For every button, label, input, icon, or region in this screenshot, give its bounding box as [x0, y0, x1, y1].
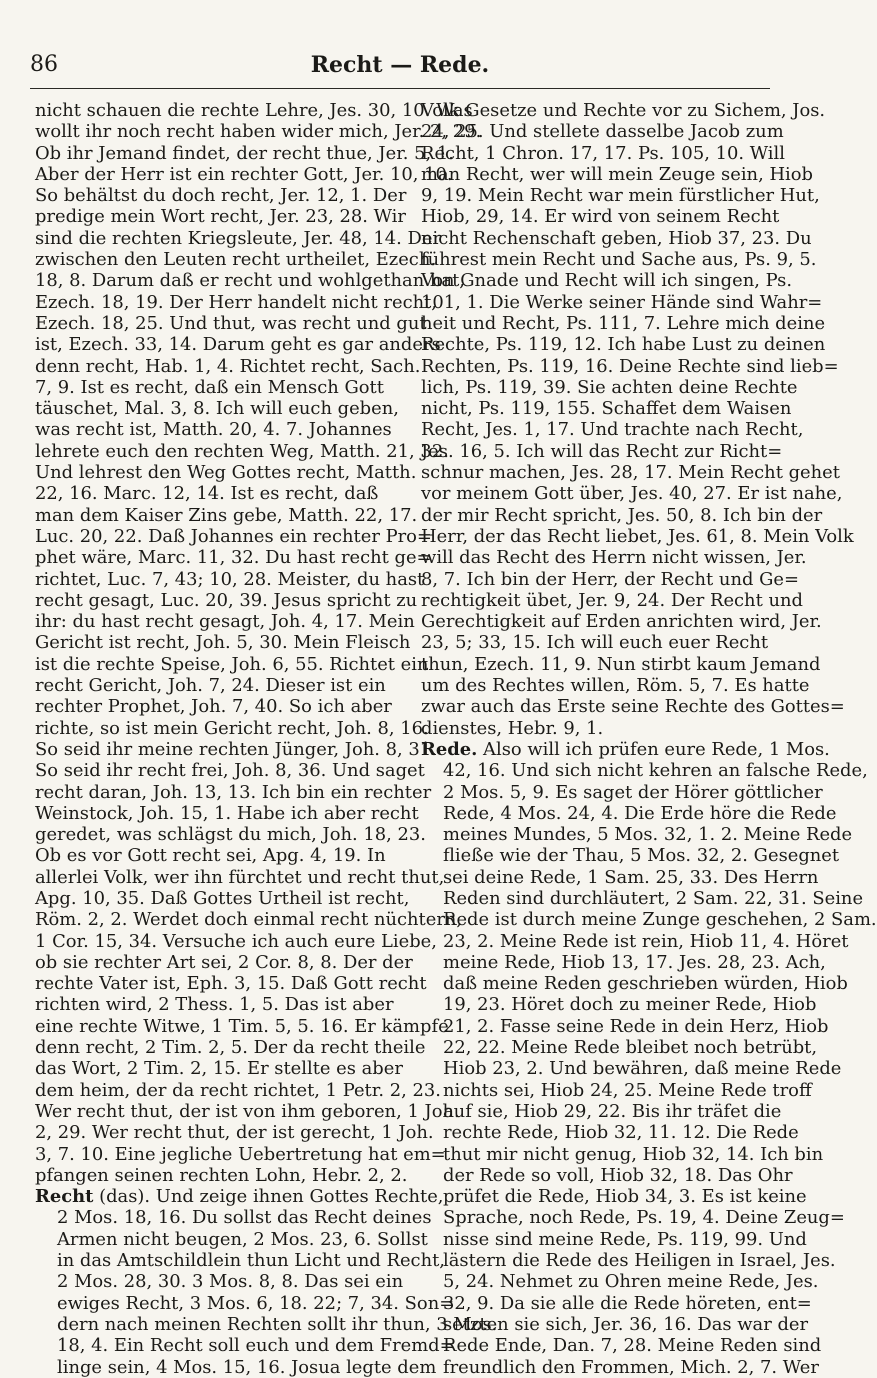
line-text: recht Gericht, Joh. 7, 24. Dieser ist ein	[35, 675, 386, 697]
text-line	[35, 1356, 437, 1378]
text-line	[35, 973, 427, 995]
text-line	[421, 589, 803, 611]
text-line	[35, 824, 426, 846]
line-text: 101, 1. Die Werke seiner Hände sind Wahr=	[421, 291, 823, 313]
line-text: allerlei Volk, wer ihn fürchtet und recht thut,	[35, 866, 445, 888]
line-text: nichts sei, Hiob 24, 25. Meine Rede troff	[443, 1079, 812, 1101]
line-text: dern nach meinen Rechten sollt ihr thun, 3 Mos.	[57, 1313, 498, 1335]
text-line	[35, 611, 415, 633]
line-text: Ob es vor Gott recht sei, Apg. 4, 19. In	[35, 845, 386, 867]
line-text: 2, 29. Wer recht thut, der ist gerecht, 1 Joh.	[35, 1122, 434, 1144]
text-line	[35, 419, 395, 440]
text-line	[35, 1015, 449, 1037]
line-text: nisse sind meine Rede, Ps. 119, 99. Und	[443, 1228, 807, 1250]
text-line	[421, 121, 784, 143]
line-text: So seid ihr recht frei, Joh. 8, 36. Und saget	[35, 760, 425, 782]
text-line	[421, 760, 868, 782]
line-text: auf sie, Hiob 29, 22. Bis ihr träfet die	[443, 1100, 782, 1122]
text-line	[35, 781, 432, 803]
text-line	[35, 1207, 432, 1229]
line-text: linge sein, 4 Mos. 15, 16. Josua legte dem	[57, 1356, 437, 1378]
text-line	[35, 398, 399, 420]
line-text: will das Recht des Herrn nicht wissen, Jer.	[421, 547, 807, 569]
text-line	[421, 632, 781, 653]
line-text: lästern die Rede des Heiligen in Israel, Jes.	[443, 1250, 836, 1272]
text-line	[421, 185, 820, 207]
text-line	[421, 441, 781, 462]
line-text: ob sie rechter Art sei, 2 Cor. 8, 8. Der der	[35, 951, 413, 973]
text-line	[421, 1164, 793, 1186]
text-line	[421, 1122, 799, 1144]
text-line	[35, 1037, 426, 1059]
text-line	[35, 355, 421, 377]
text-line	[35, 1250, 445, 1272]
text-line	[421, 1228, 807, 1250]
page-header	[30, 52, 770, 82]
line-text: prüfet die Rede, Hiob 34, 3. Es ist keine	[443, 1186, 807, 1208]
text-line	[421, 866, 819, 888]
entry-headword: Recht	[35, 1186, 94, 1208]
line-text: 18, 4. Ein Recht soll euch und dem Fremd=	[57, 1335, 455, 1357]
text-line	[421, 1207, 845, 1229]
line-text: 22, 22. Meine Rede bleibet noch betrübt,	[443, 1037, 818, 1059]
text-line	[421, 1015, 829, 1037]
text-line	[421, 1037, 818, 1059]
line-text: ist die rechte Speise, Joh. 6, 55. Richtet ein	[35, 653, 429, 675]
line-text: phet wäre, Marc. 11, 32. Du hast recht ge=	[35, 547, 432, 569]
line-text: ihr: du hast recht gesagt, Joh. 4, 17. Mein	[35, 611, 415, 633]
line-text: 24, 25. Und stellete dasselbe Jacob zum	[421, 121, 784, 143]
text-line	[35, 504, 418, 526]
line-text: thun, Ezech. 11, 9. Nun stirbt kaum Jemand	[421, 653, 821, 675]
text-line	[35, 525, 432, 547]
text-line	[421, 1058, 842, 1080]
line-text: Wer recht thut, der ist von ihm geboren, 1 Joh.	[35, 1100, 460, 1122]
text-line	[421, 334, 826, 356]
text-line	[421, 653, 821, 675]
text-line	[421, 1292, 812, 1314]
line-text: zwar auch das Erste seine Rechte des Gottes=	[421, 696, 845, 718]
line-text: Also will ich prüfen eure Rede, 1 Mos.	[477, 738, 830, 760]
text-line	[421, 696, 845, 718]
line-text: 8, 7. Ich bin der Herr, der Recht und Ge=	[421, 568, 799, 590]
text-line	[35, 483, 395, 504]
line-text: Ezech. 18, 19. Der Herr handelt nicht recht,	[35, 291, 437, 313]
right-column	[421, 100, 877, 1378]
line-text: So seid ihr meine rechten Jünger, Joh. 8, 31.	[35, 738, 437, 760]
text-line	[35, 312, 427, 334]
text-line	[35, 440, 449, 462]
text-line	[421, 419, 804, 441]
text-line	[35, 632, 411, 654]
text-line	[421, 504, 823, 526]
text-line	[421, 802, 837, 824]
text-line	[421, 930, 849, 952]
text-line	[35, 206, 406, 228]
line-text: daß meine Reden geschrieben würden, Hiob	[443, 973, 848, 995]
line-text: richtet, Luc. 7, 43; 10, 28. Meister, du hast	[35, 568, 425, 590]
line-text: 2 Mos. 18, 16. Du sollst das Recht deines	[57, 1207, 432, 1229]
line-text: lich, Ps. 119, 39. Sie achten deine Rechte	[421, 376, 798, 398]
line-text: heit und Recht, Ps. 111, 7. Lehre mich deine	[421, 312, 826, 334]
text-line	[35, 1100, 460, 1122]
text-line	[35, 866, 445, 888]
line-text: schnur machen, Jes. 28, 17. Mein Recht gehet	[421, 462, 840, 484]
line-text: 7, 9. Ist es recht, daß ein Mensch Gott	[35, 376, 384, 398]
text-line	[421, 1313, 809, 1335]
line-text: rechter Prophet, Joh. 7, 40. So ich aber	[35, 696, 392, 718]
text-line	[421, 1335, 822, 1357]
line-text: eine rechte Witwe, 1 Tim. 5, 5. 16. Er kämpfe	[35, 1015, 449, 1037]
text-line	[35, 377, 395, 398]
line-text: Aber der Herr ist ein rechter Gott, Jer. 10, 10.	[35, 163, 453, 185]
running-title: Recht — Rede.	[310, 52, 490, 78]
text-line	[35, 1292, 455, 1314]
text-line	[421, 483, 843, 505]
text-line	[35, 547, 432, 569]
text-line	[35, 163, 453, 185]
text-line	[421, 525, 854, 547]
line-text: freundlich den Frommen, Mich. 2, 7. Wer	[443, 1356, 819, 1378]
line-text: der mir Recht spricht, Jes. 50, 8. Ich bin der	[421, 504, 823, 526]
line-text: denn recht, Hab. 1, 4. Richtet recht, Sach.	[35, 355, 421, 377]
line-text: Apg. 10, 35. Daß Gottes Urtheil ist recht,	[35, 887, 410, 909]
text-line	[421, 355, 839, 377]
text-line	[35, 994, 395, 1015]
line-text: Recht, 1 Chron. 17, 17. Ps. 105, 10. Will	[421, 142, 785, 164]
left-column	[35, 100, 498, 1378]
line-text: Jes. 16, 5. Ich will das Recht zur Richt=	[421, 440, 783, 462]
entry-headword: Rede.	[421, 738, 478, 760]
text-line	[421, 824, 853, 846]
text-line	[421, 1186, 807, 1208]
text-line	[421, 249, 817, 271]
text-line	[421, 951, 826, 973]
text-line	[421, 973, 848, 995]
line-text: Hiob, 29, 14. Er wird von seinem Recht	[421, 206, 780, 228]
text-line	[35, 675, 395, 696]
line-text: Gerechtigkeit auf Erden anrichten wird, Jer.	[421, 611, 822, 633]
line-text: vor meinem Gott über, Jes. 40, 27. Er ist nahe,	[421, 483, 843, 505]
line-text: denn recht, 2 Tim. 2, 5. Der da recht theile	[35, 1037, 426, 1059]
text-line	[35, 1164, 408, 1186]
text-line	[421, 611, 822, 633]
text-line	[35, 696, 395, 717]
line-text: täuschet, Mal. 3, 8. Ich will euch geben,	[35, 398, 399, 420]
line-text: 2 Mos. 5, 9. Es saget der Hörer göttlicher	[443, 781, 823, 803]
line-text: Rede, 4 Mos. 24, 4. Die Erde höre die Rede	[443, 802, 837, 824]
text-line	[35, 270, 465, 292]
line-text: 42, 16. Und sich nicht kehren an falsche Rede,	[443, 760, 868, 782]
text-line	[35, 951, 413, 973]
text-line	[421, 738, 830, 760]
text-line	[35, 1271, 404, 1293]
line-text: (das). Und zeige ihnen Gottes Rechte,	[93, 1186, 444, 1208]
text-line	[35, 1335, 455, 1357]
text-line	[35, 249, 437, 271]
text-line	[35, 887, 410, 909]
page-number: 86	[30, 52, 58, 77]
text-line	[35, 589, 418, 611]
text-line	[421, 1356, 819, 1378]
text-line	[421, 270, 793, 292]
header-rule	[30, 88, 770, 89]
line-text: pfangen seinen rechten Lohn, Hebr. 2, 2.	[35, 1164, 408, 1186]
line-text: meines Mundes, 5 Mos. 32, 1. 2. Meine Rede	[443, 824, 853, 846]
line-text: 23, 5; 33, 15. Ich will euch euer Recht	[421, 632, 769, 654]
line-text: Von Gnade und Recht will ich singen, Ps.	[421, 270, 793, 292]
line-text: der Rede so voll, Hiob 32, 18. Das Ohr	[443, 1164, 793, 1186]
line-text: Rechten, Ps. 119, 16. Deine Rechte sind lieb=	[421, 355, 839, 377]
line-text: Armen nicht beugen, 2 Mos. 23, 6. Sollst	[57, 1228, 428, 1250]
text-line	[421, 462, 840, 484]
text-line	[35, 738, 437, 760]
line-text: führest mein Recht und Sache aus, Ps. 9, 5.	[421, 249, 817, 271]
line-text: Rede ist durch meine Zunge geschehen, 2 Sam.	[443, 909, 877, 931]
line-text: wollt ihr noch recht haben wider mich, Jer. 2, 29.	[35, 121, 482, 143]
line-text: man dem Kaiser Zins gebe, Matth. 22, 17.	[35, 504, 418, 526]
text-line	[35, 930, 437, 952]
line-text: 21, 2. Fasse seine Rede in dein Herz, Hiob	[443, 1015, 829, 1037]
text-line	[35, 568, 425, 590]
line-text: ewiges Recht, 3 Mos. 6, 18. 22; 7, 34. Son=	[57, 1292, 455, 1314]
line-text: meine Rede, Hiob 13, 17. Jes. 28, 23. Ach,	[443, 951, 826, 973]
text-line	[421, 312, 826, 334]
text-line	[421, 163, 813, 185]
line-text: 22, 16. Marc. 12, 14. Ist es recht, daß	[35, 483, 379, 505]
line-text: Sprache, noch Rede, Ps. 19, 4. Deine Zeug=	[443, 1207, 845, 1229]
text-line	[421, 909, 877, 931]
line-text: was recht ist, Matth. 20, 4. 7. Johannes	[35, 419, 392, 441]
text-line	[421, 887, 864, 909]
line-text: lehrete euch den rechten Weg, Matth. 21, 32.	[35, 440, 449, 462]
line-text: geredet, was schlägst du mich, Joh. 18, 23.	[35, 824, 426, 846]
line-text: So behältst du doch recht, Jer. 12, 1. Der	[35, 185, 407, 207]
text-line	[35, 845, 395, 866]
line-text: nicht, Ps. 119, 155. Schaffet dem Waisen	[421, 398, 792, 420]
line-text: ist, Ezech. 33, 14. Darum geht es gar anders	[35, 334, 441, 356]
line-text: recht daran, Joh. 13, 13. Ich bin ein rechter	[35, 781, 432, 803]
text-line	[35, 802, 419, 824]
line-text: Luc. 20, 22. Daß Johannes ein rechter Pro=	[35, 525, 432, 547]
text-line	[421, 376, 798, 398]
text-line	[35, 653, 429, 675]
line-text: dienstes, Hebr. 9, 1.	[421, 717, 604, 739]
line-text: 23, 2. Meine Rede ist rein, Hiob 11, 4. Höret	[443, 930, 849, 952]
line-text: Reden sind durchläutert, 2 Sam. 22, 31. Seine	[443, 887, 864, 909]
text-line	[421, 227, 812, 249]
line-text: Weinstock, Joh. 15, 1. Habe ich aber recht	[35, 802, 419, 824]
text-line	[421, 398, 792, 420]
line-text: setzten sie sich, Jer. 36, 16. Das war der	[443, 1313, 809, 1335]
line-text: Ezech. 18, 25. Und thut, was recht und gut	[35, 312, 427, 334]
text-line	[421, 718, 781, 739]
line-text: 9, 19. Mein Recht war mein fürstlicher Hut,	[421, 185, 820, 207]
line-text: fließe wie der Thau, 5 Mos. 32, 2. Gesegnet	[443, 845, 840, 867]
text-line	[35, 1313, 498, 1335]
line-text: Rechte, Ps. 119, 12. Ich habe Lust zu deinen	[421, 334, 826, 356]
line-text: richten wird, 2 Thess. 1, 5. Das ist aber	[35, 994, 394, 1016]
text-line	[35, 291, 437, 313]
text-line	[421, 675, 810, 697]
line-text: richte, so ist mein Gericht recht, Joh. 8, 16.	[35, 717, 429, 739]
text-line	[421, 781, 823, 803]
line-text: nicht schauen die rechte Lehre, Jes. 30, 10. Was	[35, 100, 473, 121]
text-line	[35, 1122, 434, 1144]
text-line	[35, 760, 425, 782]
line-text: rechtigkeit übet, Jer. 9, 24. Der Recht und	[421, 589, 803, 611]
text-line	[35, 227, 442, 249]
text-line	[35, 462, 417, 484]
line-text: man Recht, wer will mein Zeuge sein, Hiob	[421, 163, 813, 185]
text-line	[35, 717, 429, 739]
line-text: thut mir nicht genug, Hiob 32, 14. Ich bin	[443, 1143, 824, 1165]
text-line	[421, 1079, 812, 1101]
line-text: predige mein Wort recht, Jer. 23, 28. Wir	[35, 206, 406, 228]
line-text: in das Amtschildlein thun Licht und Recht,	[57, 1250, 445, 1272]
line-text: 1 Cor. 15, 34. Versuche ich auch eure Liebe,	[35, 930, 437, 952]
text-line	[35, 1079, 441, 1101]
text-line	[35, 1228, 428, 1250]
text-line	[35, 121, 482, 143]
text-line	[35, 185, 407, 207]
text-line	[421, 291, 823, 313]
text-line	[421, 994, 817, 1016]
text-line	[35, 1186, 444, 1208]
line-text: 19, 23. Höret doch zu meiner Rede, Hiob	[443, 994, 817, 1016]
text-line	[421, 1271, 819, 1293]
text-line	[421, 568, 799, 590]
text-line	[421, 1143, 824, 1165]
line-text: Röm. 2, 2. Werdet doch einmal recht nüchtern,	[35, 909, 463, 931]
text-line	[421, 1250, 836, 1272]
text-line	[35, 142, 454, 164]
line-text: Und lehrest den Weg Gottes recht, Matth.	[35, 462, 417, 484]
line-text: recht gesagt, Luc. 20, 39. Jesus spricht zu	[35, 589, 418, 611]
line-text: Hiob 23, 2. Und bewähren, daß meine Rede	[443, 1058, 842, 1080]
line-text: das Wort, 2 Tim. 2, 15. Er stellte es aber	[35, 1058, 403, 1080]
line-text: Ob ihr Jemand findet, der recht thue, Jer. 5, 1.	[35, 142, 454, 164]
text-line	[421, 1101, 781, 1122]
line-text: nicht Rechenschaft geben, Hiob 37, 23. Du	[421, 227, 812, 249]
text-line	[421, 100, 826, 121]
text-line	[35, 1143, 446, 1165]
line-text: Rede Ende, Dan. 7, 28. Meine Reden sind	[443, 1335, 822, 1357]
text-line	[35, 100, 473, 121]
line-text: Volk Gesetze und Rechte vor zu Sichem, Jos.	[421, 100, 826, 121]
line-text: Herr, der das Recht liebet, Jes. 61, 8. Mein Volk	[421, 525, 854, 547]
text-line	[35, 909, 463, 931]
text-line	[35, 334, 441, 356]
text-line	[421, 142, 785, 164]
line-text: 3, 7. 10. Eine jegliche Uebertretung hat em=	[35, 1143, 446, 1165]
line-text: 5, 24. Nehmet zu Ohren meine Rede, Jes.	[443, 1271, 819, 1293]
line-text: 18, 8. Darum daß er recht und wohlgethan hat,	[35, 270, 465, 292]
line-text: um des Rechtes willen, Röm. 5, 7. Es hatte	[421, 675, 810, 697]
text-line	[421, 547, 807, 569]
line-text: 2 Mos. 28, 30. 3 Mos. 8, 8. Das sei ein	[57, 1271, 404, 1293]
line-text: dem heim, der da recht richtet, 1 Petr. 2, 23.	[35, 1079, 441, 1101]
line-text: Gericht ist recht, Joh. 5, 30. Mein Fleisch	[35, 632, 411, 654]
line-text: sei deine Rede, 1 Sam. 25, 33. Des Herrn	[443, 866, 819, 888]
line-text: rechte Vater ist, Eph. 3, 15. Daß Gott recht	[35, 973, 427, 995]
text-line	[35, 1058, 403, 1080]
line-text: zwischen den Leuten recht urtheilet, Ezech.	[35, 249, 437, 271]
line-text: rechte Rede, Hiob 32, 11. 12. Die Rede	[443, 1122, 799, 1144]
text-line	[421, 845, 840, 867]
line-text: sind die rechten Kriegsleute, Jer. 48, 14. Der	[35, 227, 442, 249]
line-text: 32, 9. Da sie alle die Rede höreten, ent=	[443, 1292, 812, 1314]
text-line	[421, 206, 781, 227]
line-text: Recht, Jes. 1, 17. Und trachte nach Recht,	[421, 419, 804, 441]
